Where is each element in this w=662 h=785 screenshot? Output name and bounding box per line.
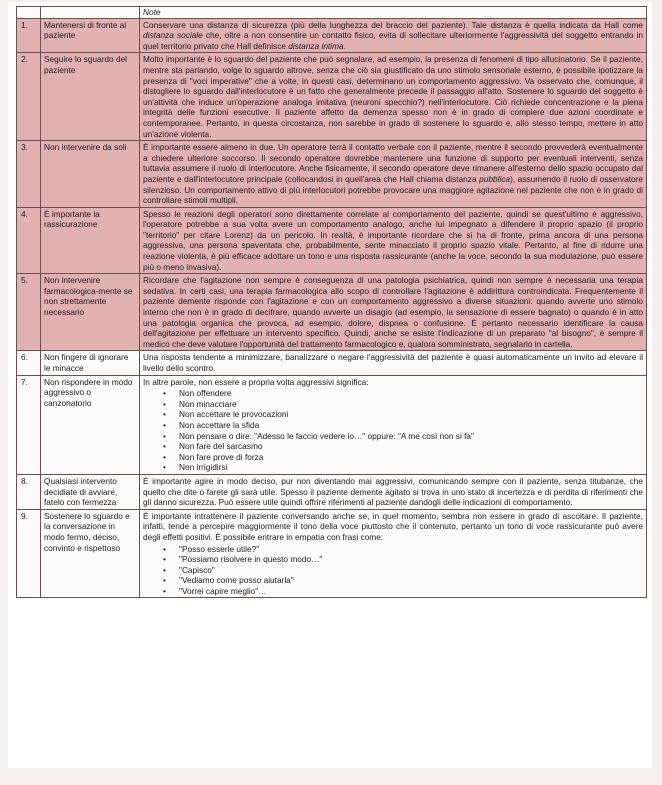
header-empty-num: [17, 7, 41, 19]
row-intro: In altre parole, non essere a propria volta aggressivi significa:: [143, 376, 369, 387]
list-item: • Non minacciare: [179, 399, 643, 410]
row-body: Molto importante è lo sguardo del paziente che può segnalare, ad esempio, la presenza di fenomeni di tipo allucinatorio. Se il paziente, mentre sta parlando, volge lo sguardo altrove, senza che ciò sia giustificato da uno stimolo sensoriale esterno, è possibile ipotizzare la presenza di "voci imperative" che a volte, in questi casi, determinano un comportamento aggressivo. Va osservato che, comunque, il distogliere lo sguardo dall'interlocutore è un fatto che generalmente precede il passaggio all'atto. Sostenere lo sguardo del soggetto è un'attività che induce un'operazione analoga imitativa (neuroni specchio?) nell'interlocutore. Ciò richiede concentrazione e la piena integrità delle funzioni esecutive. Il paziente affetto da demenza spesso non è in grado di compiere due azioni coordinate e contemporanee. Pertanto, in questa circostanza, non sarebbe in grado di sostenere lo sguardo e, allo stesso tempo, mettere in atto un'azione violenta.: [140, 53, 647, 141]
row-title: È importante la rassicurazione: [41, 207, 140, 274]
table-row: [17, 18, 647, 53]
table-row: [17, 509, 647, 598]
row-body: Una risposta tendente a minimizzare, banalizzare o negare l'aggressività del paziente è quasi automaticamente un invito ad elevare il livello dello scontro.: [140, 351, 647, 375]
row-number: 4.: [17, 207, 41, 274]
row-body: Spesso le reazioni degli operatori sono direttamente correlate al comportamento del paziente, quindi se quest'ultimo è aggressivo, l'operatore potrebbe a sua volta avere un comportamento analogo, anche lui impegnato a difendere il proprio spazio (il proprio "territorio" per citare Lorenz) da un pericolo. In realtà, è importante ricordare che si ha di fronte, prima ancora di una persona aggressiva, una persona spaventata che, probabilmente, sente minacciato il proprio spazio vitale. Pertanto, al fine di ridurre una reazione violenta, è più efficace adottare un tono e una risposta rassicurante (anche la voce, secondo la sua modulazione, può essere più o meno invasiva).: [140, 207, 647, 274]
row-title: Non fingere di ignorare le minacce: [41, 351, 140, 375]
list-item: • "Vorrei capire meglio"…: [179, 586, 643, 597]
row-body: [140, 375, 647, 474]
table-header-row: [17, 7, 647, 19]
row-number: 2.: [17, 53, 41, 141]
row-intro: È importante intrattenere il paziente conversando anche se, in quel momento, sembra non essere in grado di ascoltare. Il paziente, infatti, tende a percepire maggiormente il tono della voce piuttosto che il contenuto, pertanto un tono di voce rassicurante può avere degli effetti positivi. È possibile entrare in empatia con frasi come:: [143, 510, 643, 542]
bullet-list: [143, 544, 643, 597]
header-note: Note: [140, 7, 647, 19]
list-item: • Non accettare la sfida: [179, 420, 643, 431]
row-number: 7.: [17, 375, 41, 474]
row-body: Conservare una distanza di sicurezza (più della lunghezza del braccio del paziente). Tale distanza è quella indicata da Hall come distanza sociale che, oltre a non consentire un contatto fisico, evita di sollecitare ulteriormente l'aggressività del soggetto entrando in quel territorio privato che Hall definisce distanza intima.: [140, 18, 647, 53]
row-number: 3.: [17, 141, 41, 208]
row-number: 5.: [17, 274, 41, 351]
row-body: Ricordare che l'agitazione non sempre è conseguenza di una patologia psichiatrica, quindi non sempre è necessaria una terapia sedativa. In certi casi, una terapia farmacologica allo scopo di controllare l'agitazione è addirittura controindicata. Frequentemente il paziente demente risponde con l'agitazione e con un comportamento aggressivo a diverse situazioni: quando avverte uno stimolo interno che non è in grado di decifrare, quando avverte un disagio (ad esempio, la sensazione di essere bagnato) o quando è in atto una patologia organica che provoca, ad esempio, dolore, dispnea o confusione. È pertanto necessario identificare la causa dell'agitazione per effettuare un intervento specifico. Quindi, anche se esiste l'indicazione di un preparato "al bisogno", è sempre il medico che deve valutare l'opportunità del trattamento farmacologico e, qualora somministrato, segnalarlo in cartella.: [140, 274, 647, 351]
row-title: Non intervenire farmacologica-mente se non strettamente necessario: [41, 274, 140, 351]
row-title: Seguire lo sguardo del paziente: [41, 53, 140, 141]
guidelines-table: [16, 6, 647, 598]
row-title: Qualsiasi intervento decidiate di avviare, fatelo con fermezza: [41, 474, 140, 509]
table-row: [17, 474, 647, 509]
list-item: • Non pensare o dire: "Adesso le faccio vedere io…" oppure: "A me così non si fa": [179, 431, 643, 442]
list-item: • "Capisco": [179, 565, 643, 576]
list-item: • "Vediamo come posso aiutarla": [179, 575, 643, 586]
list-item: • Non accettare le provocazioni: [179, 409, 643, 420]
table-row: [17, 351, 647, 375]
header-empty-title: [41, 7, 140, 19]
list-item: • Non irrigidirsi: [179, 462, 643, 473]
table-row: [17, 375, 647, 474]
list-item: • Non fare del sarcasmo: [179, 441, 643, 452]
table-row: [17, 274, 647, 351]
row-body: È importante agire in modo deciso, pur non diventando mai aggressivi, comunicando sempre con il paziente, senza titubanze, che quello che dite o farete gli sarà utile. Spesso il paziente demente agitato si trova in uno stato di incertezza e di perdita di riferimenti che gli danno sicurezza. Può essere utile quindi offrire riferimenti al paziente dandogli delle indicazioni di comportamento.: [140, 474, 647, 509]
row-body: È importante essere almeno in due. Un operatore terrà il contatto verbale con il paziente, mentre il secondo provvederà eventualmente a chiedere ulteriore soccorso. Il secondo operatore dovrebbe mantenere una funzione di supporto per eventuali interventi, senza tuttavia assumere il ruolo di interlocutore. Anche fisicamente, il secondo operatore deve rimanere all'esterno dello spazio occupato dal paziente e dall'interlocutore principale (collocandosi in quell'area che Hall chiama distanza pubblica), assumendo il ruolo di osservatore silenzioso. Un comportamento attivo di più interlocutori potrebbe provocare una maggiore agitazione nel paziente che non è in grado di controllare stimoli multipli.: [140, 141, 647, 208]
table-row: [17, 141, 647, 208]
row-number: 6.: [17, 351, 41, 375]
row-body: [140, 509, 647, 598]
list-item: • "Posso esserle utile?": [179, 544, 643, 555]
table-row: [17, 53, 647, 141]
row-number: 1.: [17, 18, 41, 53]
row-number: 8.: [17, 474, 41, 509]
bullet-list: [143, 388, 643, 473]
list-item: • Non fare prove di forza: [179, 452, 643, 463]
row-title: Mantenersi di fronte al paziente: [41, 18, 140, 53]
row-title: Sostenere lo sguardo e la conversazione in modo fermo, deciso, convinto e rispettoso: [41, 509, 140, 598]
row-title: Non rispondere in modo aggressivo o canzonatorio: [41, 375, 140, 474]
row-title: Non intervenire da soli: [41, 141, 140, 208]
list-item: • Non offendere: [179, 388, 643, 399]
list-item: • "Possiamo risolvere in questo modo…": [179, 554, 643, 565]
row-number: 9.: [17, 509, 41, 598]
table-row: [17, 207, 647, 274]
